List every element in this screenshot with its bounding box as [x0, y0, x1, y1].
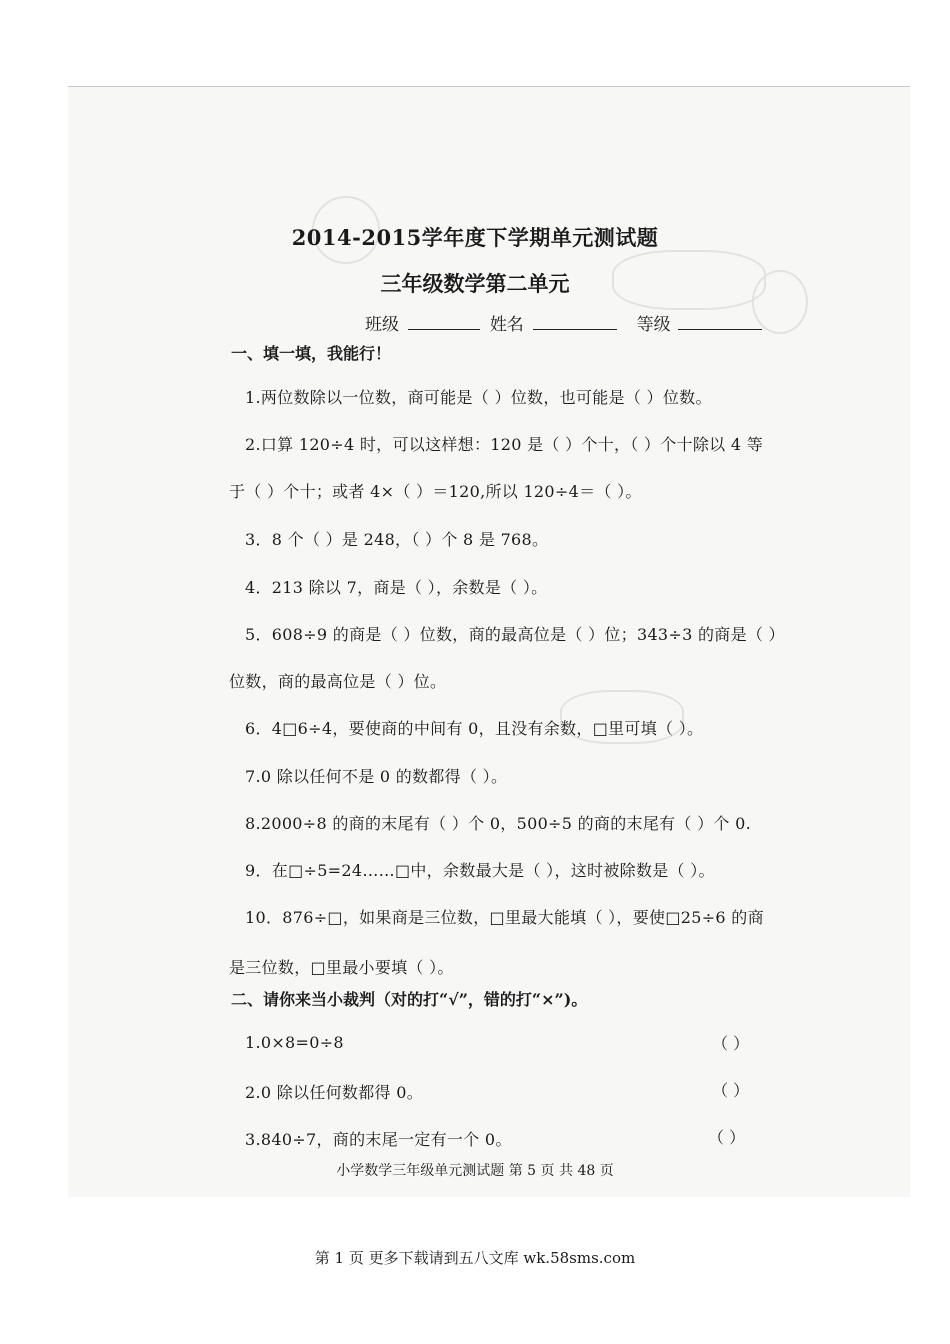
question-line: 5．608÷9 的商是（ ）位数，商的最高位是（ ）位；343÷3 的商是（ ） — [245, 625, 785, 644]
judge-item-text: 2.0 除以任何数都得 0。 — [245, 1083, 423, 1102]
question-line: 8.2000÷8 的商的末尾有（ ）个 0，500÷5 的商的末尾有（ ）个 0. — [245, 814, 751, 833]
question-line: 是三位数，□里最小要填（ ）。 — [229, 958, 454, 977]
judge-item-text: 3.840÷7，商的末尾一定有一个 0。 — [245, 1130, 512, 1149]
student-info-fields — [365, 310, 762, 335]
judge-item-answer[interactable]: （ ） — [712, 1034, 750, 1053]
grade-blank[interactable] — [678, 313, 762, 330]
exam-subtitle: 三年级数学第二单元 — [380, 271, 570, 296]
grade-label: 等级 — [636, 315, 671, 335]
section-1-heading: 一、填一填，我能行！ — [231, 344, 392, 363]
class-label: 班级 — [365, 315, 399, 335]
question-line: 6．4□6÷4，要使商的中间有 0，且没有余数，□里可填（ ）。 — [245, 719, 704, 738]
question-line: 于（ ）个十；或者 4×（ ）＝120,所以 120÷4＝（ ）。 — [229, 482, 642, 501]
judge-item-answer[interactable]: （ ） — [712, 1081, 750, 1100]
name-blank[interactable] — [533, 313, 617, 330]
question-line: 3．8 个（ ）是 248，（ ）个 8 是 768。 — [245, 530, 549, 549]
section-2-heading: 二、请你来当小裁判（对的打“√”，错的打“×”)。 — [231, 990, 588, 1009]
exam-title: 2014-2015学年度下学期单元测试题 — [291, 225, 659, 250]
question-line: 2.口算 120÷4 时，可以这样想：120 是（ ）个十，（ ）个十除以 4 等 — [245, 435, 764, 454]
question-line: 4．213 除以 7，商是（ ），余数是（ ）。 — [245, 578, 548, 597]
judge-item-answer[interactable]: （ ） — [708, 1128, 746, 1147]
question-line: 位数，商的最高位是（ ）位。 — [229, 672, 447, 691]
download-note: 第 1 页 更多下载请到五八文库 wk.58sms.com — [314, 1249, 636, 1267]
class-blank[interactable] — [408, 313, 480, 330]
name-label: 姓名 — [489, 315, 524, 335]
question-line: 10．876÷□，如果商是三位数，□里最大能填（ ），要使□25÷6 的商 — [245, 908, 764, 927]
question-line: 1.两位数除以一位数，商可能是（ ）位数，也可能是（ ）位数。 — [245, 388, 712, 407]
question-line: 9．在□÷5=24……□中，余数最大是（ ），这时被除数是（ ）。 — [245, 861, 715, 880]
question-line: 7.0 除以任何不是 0 的数都得（ ）。 — [245, 767, 508, 786]
judge-item-text: 1.0×8=0÷8 — [245, 1033, 344, 1052]
page-footer: 小学数学三年级单元测试题 第 5 页 共 48 页 — [336, 1163, 614, 1179]
